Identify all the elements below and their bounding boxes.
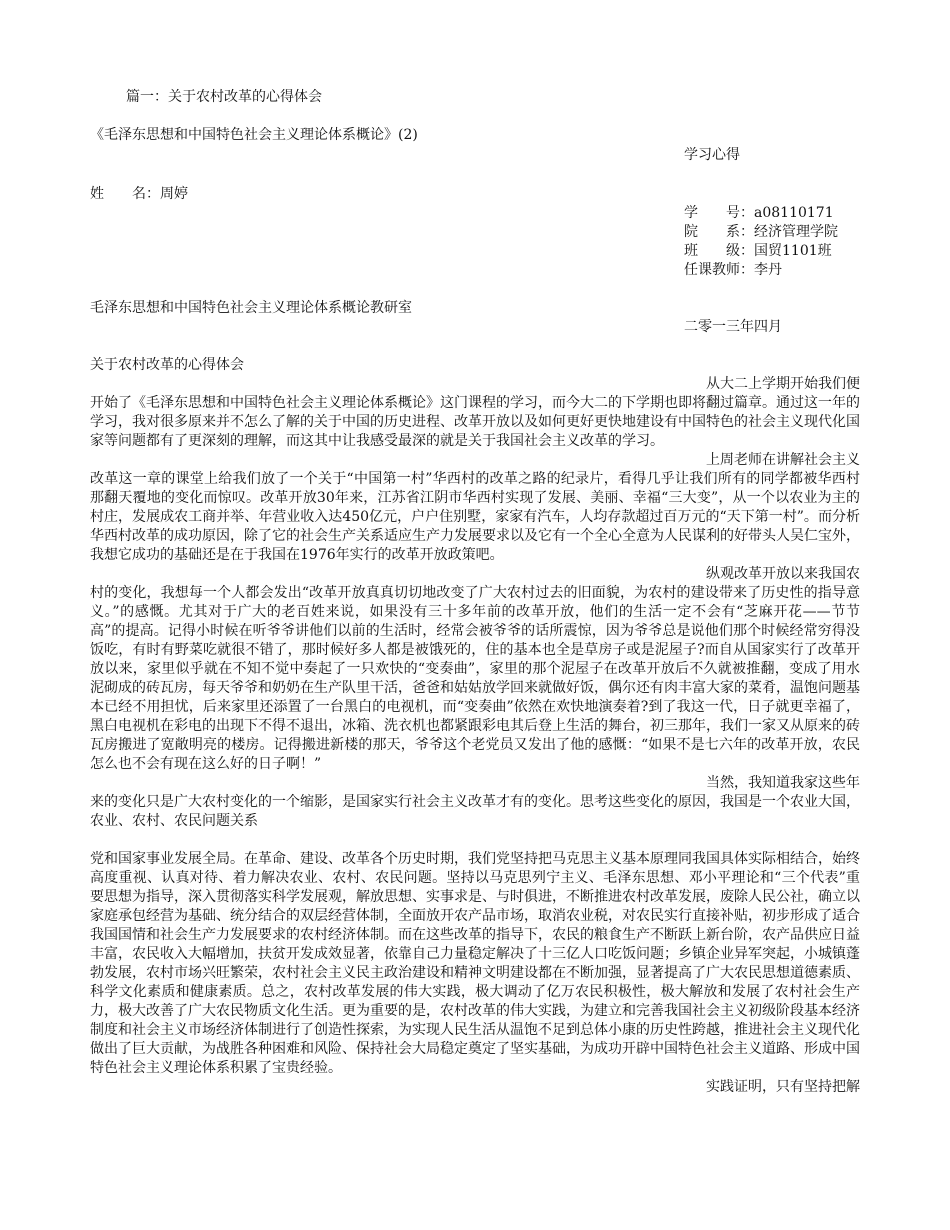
paragraph-2: 改革这一章的课堂上给我们放了一个关于“中国第一村”华西村的改革之路的纪录片，看得几乎让我们所有的同学都被华西村那翻天覆地的变化而惊叹。改革开放30年来，江苏省江阴市华西村实现了发展、美丽、幸福“三大变”，从一个以农业为主的村庄，发展成农工商并举、年营业收入达450亿元，户户住别墅，家家有汽车，人均存款超过百万元的“天下第一村”。而分析华西村改革的成功原因，除了它的社会生产关系适应生产力发展要求以及它有一个全心全意为人民谋利的好带头人吴仁宝外，我想它成功的基础还是在于我国在1976年实行的改革开放政策吧。 [90, 471, 860, 563]
student-name: 姓 名：周婷 [90, 186, 188, 202]
paragraph-3-start: 纵观改革开放以来我国农 [706, 566, 860, 582]
paragraph-4: 来的变化只是广大农村变化的一个缩影，是国家实行社会主义改革才有的变化。思考这些变化的原因，我国是一个农业大国，农业、农村、农民问题关系 [90, 794, 860, 829]
teacher-name: 任课教师：李丹 [684, 262, 782, 278]
doc-type-label: 学习心得 [684, 147, 740, 163]
paragraph-2-start: 上周老师在讲解社会主义 [706, 452, 860, 468]
document-date: 二零一三年四月 [684, 319, 782, 335]
student-id: 学 号：a08110171 [684, 205, 834, 221]
office-name: 毛泽东思想和中国特色社会主义理论体系概论教研室 [90, 300, 412, 316]
essay-heading: 篇一：关于农村改革的心得体会 [126, 89, 322, 105]
paragraph-3: 村的变化，我想每一个人都会发出“改革开放真真切切地改变了广大农村过去的旧面貌，为农村的建设带来了历史性的指导意义。”的感慨。尤其对于广大的老百姓来说，如果没有三十多年前的改革开放，他们的生活一定不会有“芝麻开花——节节高”的提高。记得小时候在听爷爷讲他们以前的生活时，经常会被爷爷的话所震惊，因为爷爷总是说他们那个时候经常穷得没饭吃，有时有野菜吃就很不错了，那时候好多人都是被饿死的，住的基本也全是草房子或是泥屋子?而自从国家实行了改革开放以来，家里似乎就在不知不觉中奏起了一只欢快的“变奏曲”，家里的那个泥屋子在改革开放后不久就被推翻，变成了用水泥砌成的砖瓦房，每天爷爷和奶奶在生产队里干活，爸爸和姑姑放学回来就做好饭，偶尔还有肉丰富大家的菜肴，温饱问题基本已经不用担忧，后来家里还添置了一台黑白的电视机，而“变奏曲”依然在欢快地演奏着?到了我这一代，日子就更幸福了，黑白电视机在彩电的出现下不得不退出，冰箱、洗衣机也都紧跟彩电其后登上生活的舞台，初三那年，我们一家又从原来的砖瓦房搬进了宽敞明亮的楼房。记得搬进新楼的那天，爷爷这个老党员又发出了他的感慨：“如果不是七六年的改革开放，农民怎么也不会有现在这么好的日子啊！” [90, 585, 860, 772]
paragraph-1: 开始了《毛泽东思想和中国特色社会主义理论体系概论》这门课程的学习，而今大二的下学期也即将翻过篇章。通过这一年的学习，我对很多原来并不怎么了解的关于中国的历史进程、改革开放以及如何更好更快地建设有中国特色的社会主义现代化国家等问题都有了更深刻的理解，而这其中让我感受最深的就是关于我国社会主义改革的学习。 [90, 395, 860, 449]
paragraph-1-start: 从大二上学期开始我们便 [706, 376, 860, 392]
faculty: 院 系：经济管理学院 [684, 224, 838, 240]
paragraph-4-start: 当然，我知道我家这些年 [706, 775, 860, 791]
course-title: 《毛泽东思想和中国特色社会主义理论体系概论》(2) [90, 127, 418, 143]
paragraph-6-start: 实践证明，只有坚持把解 [706, 1079, 860, 1095]
essay-title: 关于农村改革的心得体会 [90, 357, 244, 373]
document-page [90, 88, 860, 1097]
class-name: 班 级：国贸1101班 [684, 243, 832, 259]
paragraph-5: 党和国家事业发展全局。在革命、建设、改革各个历史时期，我们党坚持把马克思主义基本原理同我国具体实际相结合，始终高度重视、认真对待、着力解决农业、农村、农民问题。坚持以马克思列宁主义、毛泽东思想、邓小平理论和“三个代表”重要思想为指导，深入贯彻落实科学发展观，解放思想、实事求是、与时俱进，不断推进农村改革发展，废除人民公社，确立以家庭承包经营为基础、统分结合的双层经营体制，全面放开农产品市场，取消农业税，对农民实行直接补贴，初步形成了适合我国国情和社会生产力发展要求的农村经济体制。而在这些改革的指导下，农民的粮食生产不断跃上新台阶，农产品供应日益丰富，农民收入大幅增加，扶贫开发成效显著，依靠自己力量稳定解决了十三亿人口吃饭问题；乡镇企业异军突起，小城镇蓬勃发展，农村市场兴旺繁荣，农村社会主义民主政治建设和精神文明建设都在不断加强，显著提高了广大农民思想道德素质、科学文化素质和健康素质。总之，农村改革发展的伟大实践，极大调动了亿万农民积极性，极大解放和发展了农村社会生产力，极大改善了广大农民物质文化生活。更为重要的是，农村改革的伟大实践，为建立和完善我国社会主义初级阶段基本经济制度和社会主义市场经济体制进行了创造性探索，为实现人民生活从温饱不足到总体小康的历史性跨越，推进社会主义现代化做出了巨大贡献，为战胜各种困难和风险、保持社会大局稳定奠定了坚实基础，为成功开辟中国特色社会主义道路、形成中国特色社会主义理论体系积累了宝贵经验。 [90, 851, 860, 1076]
